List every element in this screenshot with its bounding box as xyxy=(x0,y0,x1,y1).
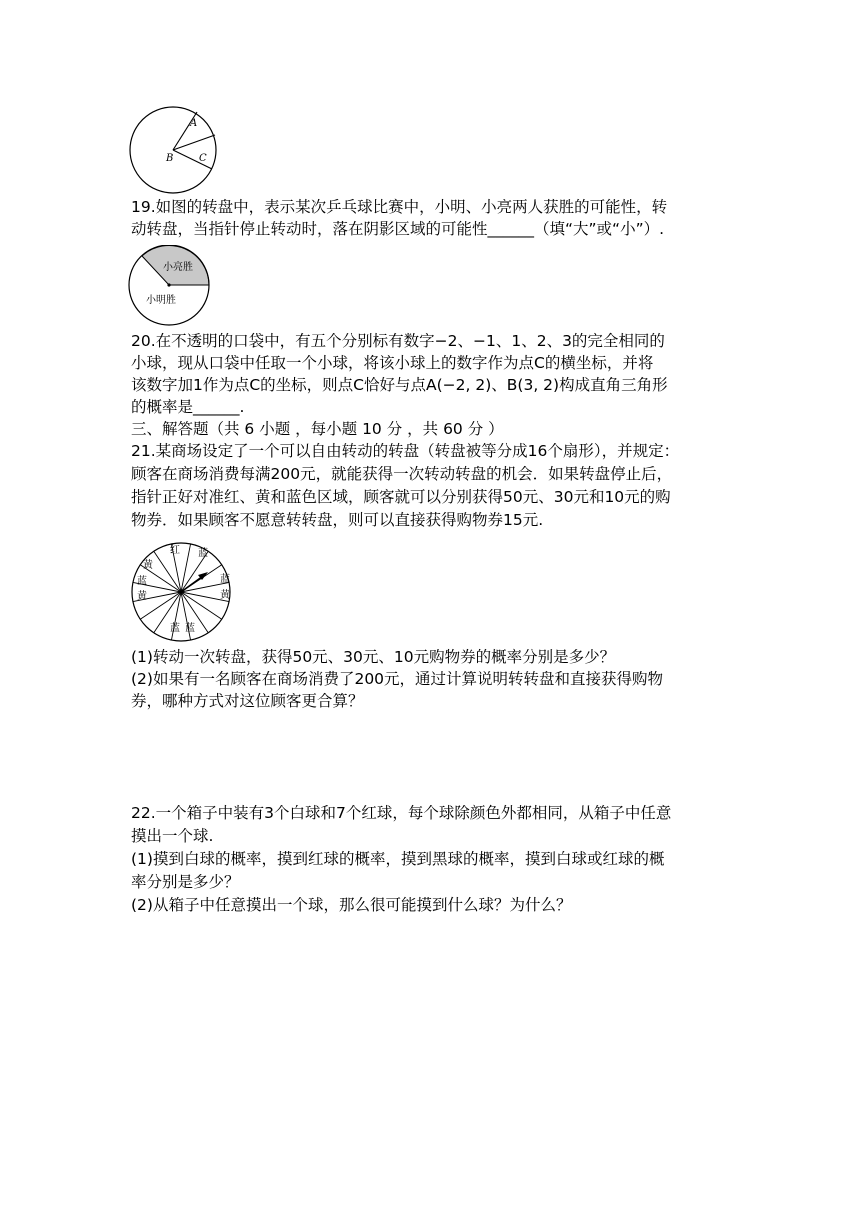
wheel-label-blue-1: 蓝 xyxy=(198,548,208,559)
wheel-label-yellow-1: 黄 xyxy=(143,560,153,571)
q21-line-4: 物券．如果顾客不愿意转转盘，则可以直接获得购物券15元. xyxy=(131,511,544,529)
q20-line-3: 该数字加1作为点C的坐标，则点C恰好与点A(−2, 2)、B(3, 2)构成直角三角形 xyxy=(131,376,668,394)
q21-sub-2-line-2: 券，哪种方式对这位顾客更合算？ xyxy=(131,692,364,710)
sector-circle-figure xyxy=(128,106,220,194)
q22-line-1: 22.一个箱子中装有3个白球和7个红球，每个球除颜色外都相同，从箱子中任意 xyxy=(131,804,672,822)
spinner-figure-q21 xyxy=(128,542,240,644)
wheel-label-blue-5: 蓝 xyxy=(185,623,195,634)
q21-sub-2-line-1: (2)如果有一名顾客在商场消费了200元，通过计算说明转转盘和直接获得购物 xyxy=(131,670,664,688)
wheel-label-yellow-2: 黄 xyxy=(137,591,147,602)
q20-line-4: 的概率是______. xyxy=(131,398,245,416)
label-xiaoming-wins: 小明胜 xyxy=(146,295,176,306)
q19-line-2: 动转盘，当指针停止转动时，落在阴影区域的可能性______（填“大”或“小”）. xyxy=(131,220,665,238)
q22-sub-1-line-1: (1)摸到白球的概率，摸到红球的概率，摸到黑球的概率，摸到白球或红球的概 xyxy=(131,850,665,868)
q21-sub-1: (1)转动一次转盘，获得50元、30元、10元购物券的概率分别是多少？ xyxy=(131,648,616,666)
q22-sub-2: (2)从箱子中任意摸出一个球，那么很可能摸到什么球？为什么？ xyxy=(131,896,572,914)
q21-line-3: 指针正好对准红、黄和蓝色区域，顾客就可以分别获得50元、30元和10元的购 xyxy=(131,488,671,506)
q21-line-2: 顾客在商场消费每满200元，就能获得一次转动转盘的机会．如果转盘停止后， xyxy=(131,465,673,483)
wheel-label-blue-3: 黄 xyxy=(220,590,230,601)
wheel-label-yellow-3: 蓝 xyxy=(220,574,230,585)
label-c: C xyxy=(199,153,207,164)
spinner-center xyxy=(167,283,170,286)
q20-line-2: 小球，现从口袋中任取一个小球，将该小球上的数字作为点C的横坐标，并将 xyxy=(131,354,654,372)
label-b: B xyxy=(166,153,174,164)
label-a: A xyxy=(190,118,198,129)
wheel-label-red: 红 xyxy=(170,545,180,556)
wheel-label-blue-4: 蓝 xyxy=(170,623,180,634)
q20-line-1: 20.在不透明的口袋中，有五个分别标有数字−2、−1、1、2、3的完全相同的 xyxy=(131,332,665,350)
q22-line-2: 摸出一个球. xyxy=(131,827,214,845)
label-xiaoliang-wins: 小亮胜 xyxy=(163,262,193,273)
q19-line-1: 19.如图的转盘中，表示某次乒乓球比赛中，小明、小亮两人获胜的可能性，转 xyxy=(131,198,668,216)
wheel-label-blue-2: 蓝 xyxy=(137,576,147,587)
q21-line-1: 21.某商场设定了一个可以自由转动的转盘（转盘被等分成16个扇形），并规定： xyxy=(131,442,680,460)
section-3-heading: 三、解答题（共 6 小题 ，每小题 10 分 ，共 60 分 ） xyxy=(131,420,504,438)
spinner-figure-q19 xyxy=(128,245,212,327)
q22-sub-1-line-2: 率分别是多少？ xyxy=(131,873,240,891)
